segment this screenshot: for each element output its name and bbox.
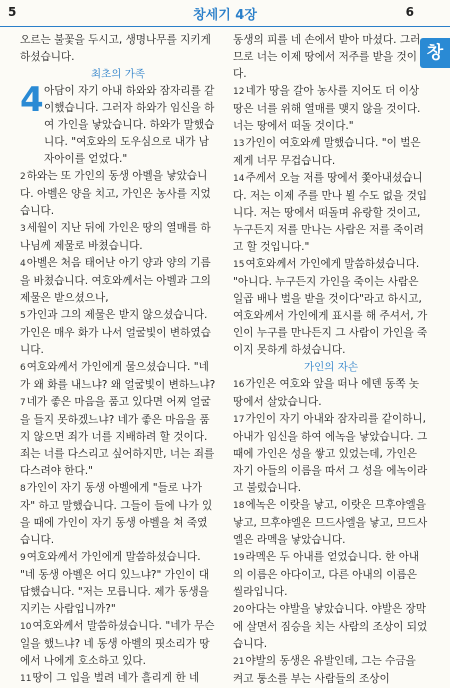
chapter-number: 4	[20, 80, 44, 120]
verse	[20, 220, 216, 255]
verse-number: 8	[20, 484, 26, 494]
verse-number: 21	[233, 657, 245, 667]
verse	[233, 256, 429, 359]
verse	[233, 170, 429, 256]
verse-text: 에녹은 이랏을 낳고, 이랏은 므후야엘을 낳고, 므후야엘은 므드사엘을 낳고, 므드사엘은 라멕을 낳았습니다.	[233, 499, 428, 546]
verse-text: 가인이 자기 동생 아벨에게 "들로 나가자" 하고 말했습니다. 그들이 들에 나가 있을 때에 가인이 자기 동생 아벨을 쳐 죽였습니다.	[20, 482, 213, 546]
verse-number: 20	[233, 605, 245, 615]
verse	[20, 394, 216, 480]
verse-text: 여호와께서 말씀하셨습니다. "네가 무슨 일을 했느냐? 네 동생 아벨의 핏소리가 땅에서 나에게 호소하고 있다.	[20, 620, 215, 667]
verse	[233, 601, 429, 653]
verse	[20, 168, 216, 220]
verse-list	[233, 83, 429, 359]
verse-text: 하와는 또 가인의 동생 아벨을 낳았습니다. 아벨은 양을 치고, 가인은 농사를 지었습니다.	[20, 170, 211, 217]
verse-text: 가인은 여호와 앞을 떠나 에덴 동쪽 놋 땅에서 살았습니다.	[233, 378, 420, 408]
verse-list	[20, 168, 216, 688]
verse-number: 6	[20, 363, 26, 373]
verse-number: 11	[20, 674, 32, 684]
verse	[233, 497, 429, 549]
verse-text: 주께서 오늘 저를 땅에서 쫓아내셨습니다. 저는 이제 주를 만나 뵐 수도 없을 것입니다. 저는 땅에서 떠돌며 유랑할 것이고, 누구든지 저를 만나는 사람은 저를 죽이려고 할 것입니다."	[233, 172, 428, 253]
verse-text: 가인이 자기 아내와 잠자리를 같이하니, 아내가 임신을 하여 에녹을 낳았습니다. 그때에 가인은 성을 쌓고 있었는데, 가인은 자기 아들의 이름을 따서 그 성을 에녹이라고 불렀습니다.	[233, 413, 428, 494]
section-title: 가인의 자손	[303, 361, 359, 373]
verse	[20, 618, 216, 670]
verse-list	[233, 376, 429, 688]
verse-number: 18	[233, 501, 245, 511]
verse-text: 아다는 야발을 낳았습니다. 야발은 장막에 살면서 짐승을 치는 사람의 조상이 되었습니다.	[233, 603, 428, 650]
verse	[20, 670, 216, 688]
verse-number: 12	[233, 87, 245, 97]
carry-over-text: 오르는 불꽃을 두시고, 생명나무를 지키게 하셨습니다.	[20, 34, 211, 63]
verse-text: 네가 땅을 갈아 농사를 지어도 더 이상 땅은 너를 위해 열매를 맺지 않을 것이다. 너는 땅에서 떠돌 것이다."	[233, 85, 421, 132]
right-page-number: 6	[405, 5, 414, 19]
left-page-number: 5	[8, 5, 17, 19]
verse-number: 16	[233, 380, 245, 390]
verse-number: 19	[233, 553, 245, 563]
verse	[20, 549, 216, 618]
verse-number: 2	[20, 172, 26, 182]
verse	[233, 135, 429, 170]
chapter-opening	[20, 80, 216, 168]
verse-text: 세월이 지난 뒤에 가인은 땅의 열매를 하나님께 제물로 바쳤습니다.	[20, 222, 211, 252]
verse-text: 아담이 자기 아내 하와와 잠자리를 같이했습니다. 그러자 하와가 임신을 하여 가인을 낳았습니다. 하와가 말했습니다. "여호와의 도우심으로 내가 남자아이를 얻었다."	[44, 85, 215, 165]
verse	[233, 653, 429, 688]
verse-text: 야발의 동생은 유발인데, 그는 수금을 켜고 퉁소를 부는 사람들의 조상이	[233, 655, 416, 685]
verse-text: 가인과 그의 제물은 받지 않으셨습니다. 가인은 매우 화가 나서 얼굴빛이 변하였습니다.	[20, 309, 211, 356]
page-header	[0, 0, 450, 27]
verse-number: 14	[233, 174, 245, 184]
verse-number: 7	[20, 398, 26, 408]
chapter-title: 창세기 4장	[193, 8, 257, 23]
verse-number: 13	[233, 139, 245, 149]
verse-number: 4	[20, 259, 26, 269]
verse	[20, 480, 216, 549]
verse	[233, 83, 429, 135]
verse-text: 라멕은 두 아내를 얻었습니다. 한 아내의 이름은 아다이고, 다른 아내의 이름은 씰라입니다.	[233, 551, 420, 598]
verse-text: 여호와께서 가인에게 말씀하셨습니다. "네 동생 아벨은 어디 있느냐?" 가인이 대답했습니다. "저는 모릅니다. 제가 동생을 지키는 사람입니까?"	[20, 551, 210, 615]
verse	[233, 411, 429, 497]
book-tab[interactable]: 창	[420, 38, 450, 68]
verse-text: 여호와께서 가인에게 물으셨습니다. "네가 왜 화를 내느냐? 왜 얼굴빛이 변하느냐?	[20, 361, 216, 391]
right-column	[233, 32, 429, 688]
verse-number: 15	[233, 260, 245, 270]
left-column	[20, 32, 216, 688]
verse-number: 9	[20, 553, 26, 563]
verse	[20, 359, 216, 394]
verse-text: 가인이 여호와께 말했습니다. "이 벌은 제게 너무 무겁습니다.	[233, 137, 421, 167]
verse	[233, 376, 429, 411]
verse-number: 3	[20, 224, 26, 234]
verse	[20, 307, 216, 359]
verse-text: 땅이 그 입을 벌려 네가 흘리게 한 네	[32, 672, 200, 684]
verse-number: 5	[20, 311, 26, 321]
carry-over-text: 동생의 피를 네 손에서 받아 마셨다. 그러므로 너는 이제 땅에서 저주를 받을 것이다.	[233, 34, 421, 80]
verse-number: 17	[233, 415, 245, 425]
verse	[233, 549, 429, 601]
verse-text: 네가 좋은 마음을 품고 있다면 어찌 얼굴을 들지 못하겠느냐? 네가 좋은 마음을 품지 않으면 죄가 너를 지배하려 할 것이다. 죄는 너를 다스리고 싶어하지만, 너는 죄를 다스려야 한다."	[20, 396, 215, 477]
verse-text: 아벨은 처음 태어난 아기 양과 양의 기름을 바쳤습니다. 여호와께서는 아벨과 그의 제물은 받으셨으나,	[20, 257, 211, 304]
section-title: 최초의 가족	[90, 68, 146, 80]
verse-number: 10	[20, 622, 32, 632]
verse-text: 여호와께서 가인에게 말씀하셨습니다. "아니다. 누구든지 가인을 죽이는 사람은 일곱 배나 벌을 받을 것이다"라고 하시고, 여호와께서 가인에게 표시를 해 주셔서, 가인이 누구를 만나든지 그 사람이 가인을 죽이지 못하게 하셨습니다.	[233, 258, 428, 356]
verse	[20, 255, 216, 307]
